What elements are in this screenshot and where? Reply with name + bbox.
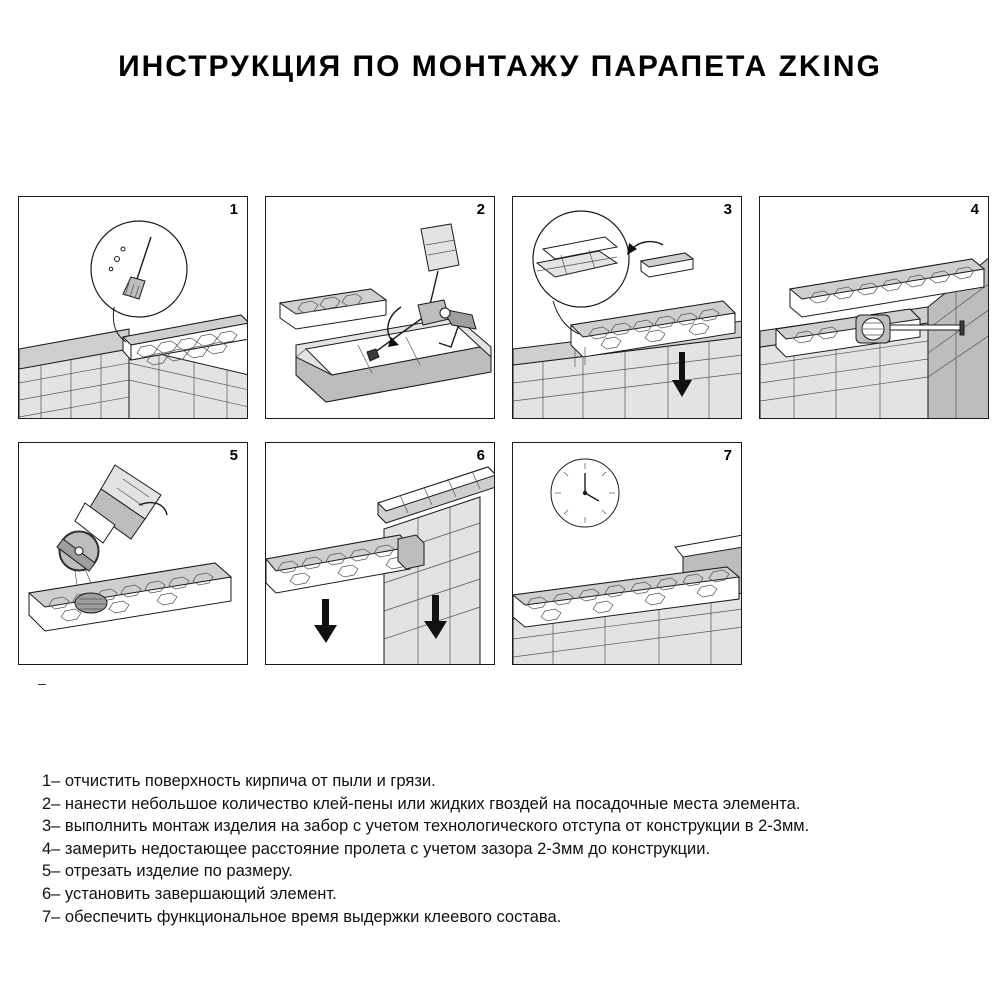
panel-number: 5	[229, 447, 238, 464]
panel-3-illustration	[513, 197, 741, 418]
caption-item: 5– отрезать изделие по размеру.	[42, 862, 293, 881]
panel-5-illustration	[19, 443, 247, 664]
panel-6-illustration	[266, 443, 494, 664]
panel-5	[18, 442, 248, 665]
panel-1	[18, 196, 248, 419]
panel-1-illustration	[19, 197, 247, 418]
caption-item: 3– выполнить монтаж изделия на забор с учетом технологического отступа от конструкции в 2-3мм.	[42, 817, 810, 836]
panel-3	[512, 196, 742, 419]
panel-number: 6	[476, 447, 485, 464]
panel-number: 4	[970, 201, 979, 218]
panel-2	[265, 196, 495, 419]
panel-4-illustration	[760, 197, 988, 418]
stray-dash-mark	[38, 684, 46, 685]
panel-number: 1	[229, 201, 238, 218]
caption-item: 2– нанести небольшое количество клей-пены или жидких гвоздей на посадочные места элемента.	[42, 794, 801, 813]
panel-number: 7	[723, 447, 732, 464]
panel-number: 3	[723, 201, 732, 218]
panel-4	[759, 196, 989, 419]
caption-item: 6– установить завершающий элемент.	[42, 884, 337, 903]
page-title: ИНСТРУКЦИЯ ПО МОНТАЖУ ПАРАПЕТА ZKING	[118, 50, 882, 83]
caption-item: 7– обеспечить функциональное время выдержки клеевого состава.	[42, 907, 562, 926]
panel-6	[265, 442, 495, 665]
panel-7	[512, 442, 742, 665]
caption-list	[42, 770, 972, 928]
panel-7-illustration	[513, 443, 741, 664]
panel-number: 2	[476, 201, 485, 218]
panel-2-illustration	[266, 197, 494, 418]
caption-item: 1– отчистить поверхность кирпича от пыли и грязи.	[42, 772, 436, 790]
caption-item: 4– замерить недостающее расстояние пролета с учетом зазора 2-3мм до конструкции.	[42, 839, 711, 858]
